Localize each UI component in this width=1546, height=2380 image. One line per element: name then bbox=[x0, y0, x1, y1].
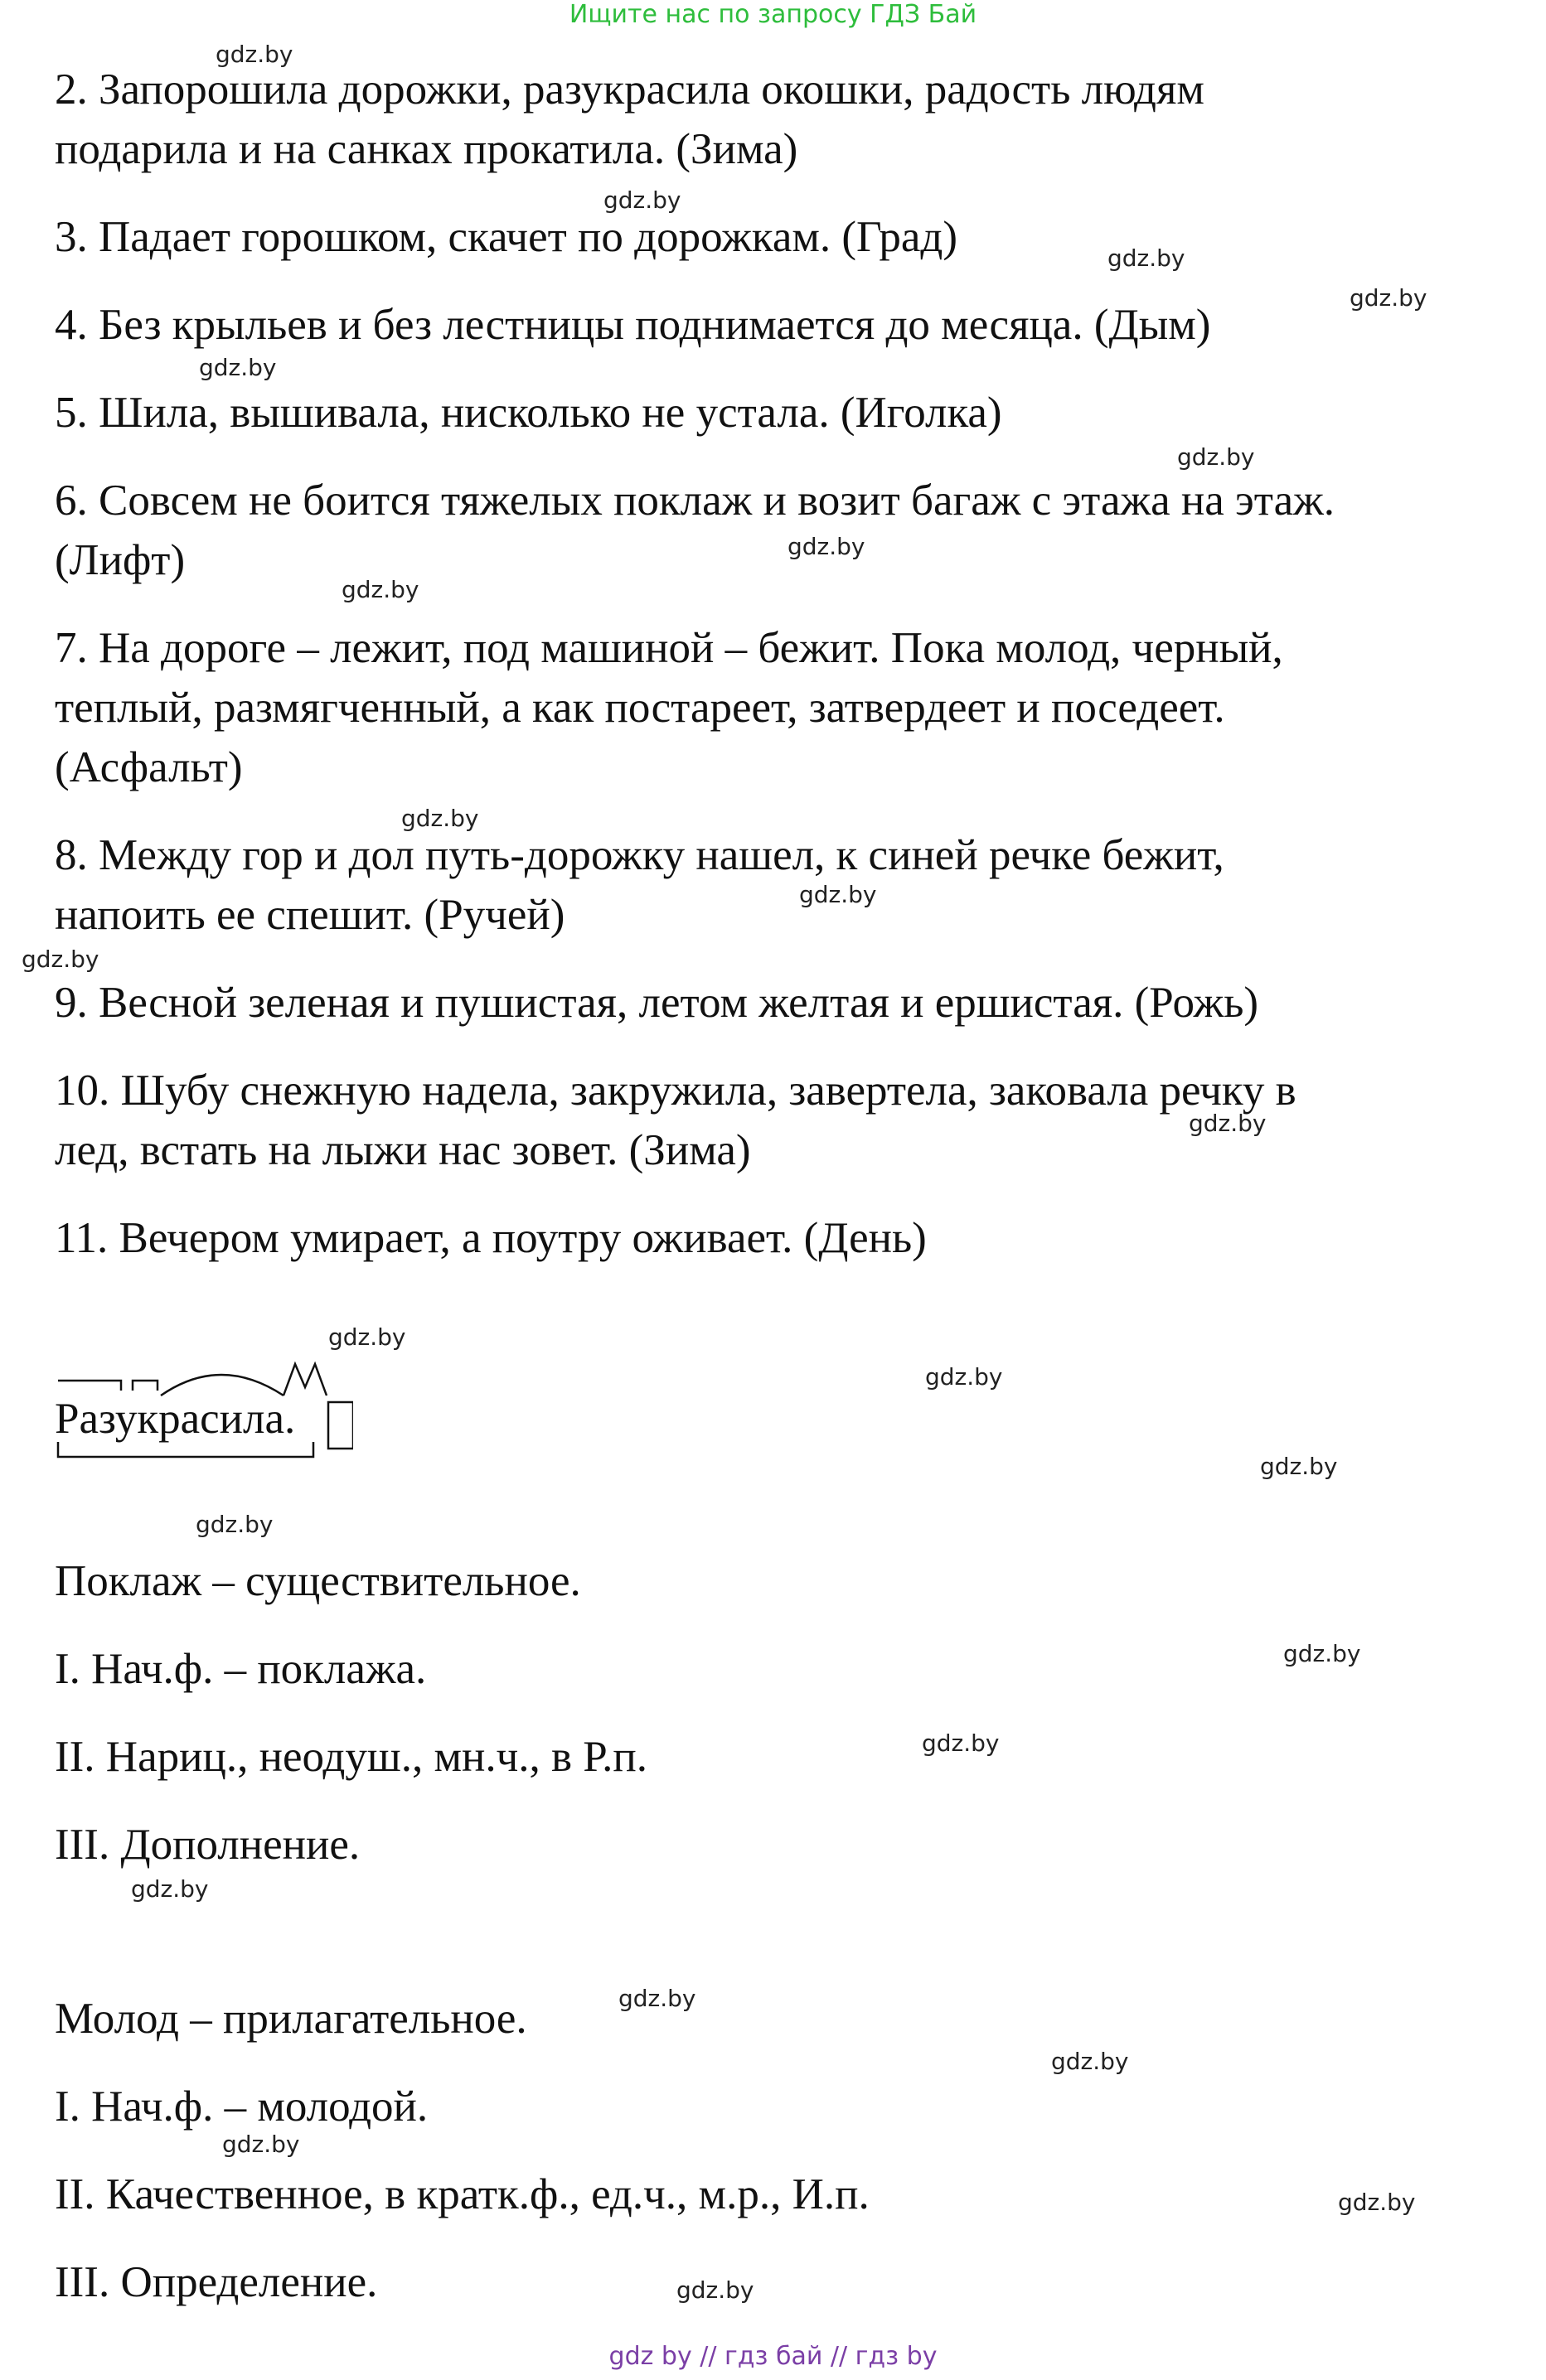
watermark: gdz.by bbox=[799, 881, 877, 908]
riddle-8-line-2: напоить ее спешит. (Ручей) bbox=[55, 891, 565, 939]
watermark: gdz.by bbox=[618, 1985, 696, 2012]
riddle-3: 3. Падает горошком, скачет по дорожкам. (Град) bbox=[55, 213, 957, 261]
word-ending: а bbox=[264, 1395, 284, 1443]
riddle-6-line-2: (Лифт) bbox=[55, 536, 186, 584]
parsing-1-point-3: III. Дополнение. bbox=[55, 1821, 361, 1869]
parsing-2-title: Молод – прилагательное. bbox=[55, 1995, 527, 2043]
parsing-2-point-1: I. Нач.ф. – молодой. bbox=[55, 2082, 429, 2131]
watermark: gdz.by bbox=[342, 576, 419, 603]
analyzed-word bbox=[55, 1389, 295, 1449]
watermark: gdz.by bbox=[922, 1729, 1000, 1757]
watermark: gdz.by bbox=[1350, 284, 1427, 312]
watermark: gdz.by bbox=[216, 41, 293, 68]
watermark: gdz.by bbox=[1189, 1110, 1267, 1137]
watermark: gdz.by bbox=[676, 2276, 754, 2304]
watermark: gdz.by bbox=[222, 2131, 300, 2158]
parsing-2-point-3: III. Определение. bbox=[55, 2258, 378, 2306]
parsing-1-point-2: II. Нариц., неодуш., мн.ч., в Р.п. bbox=[55, 1733, 648, 1781]
watermark: gdz.by bbox=[401, 805, 479, 832]
riddle-7-line-3: (Асфальт) bbox=[55, 743, 243, 791]
riddle-11: 11. Вечером умирает, а поутру оживает. (День) bbox=[55, 1214, 927, 1262]
riddle-4: 4. Без крыльев и без лестницы поднимается до месяца. (Дым) bbox=[55, 301, 1211, 349]
watermark: gdz.by bbox=[1338, 2189, 1416, 2216]
watermark: gdz.by bbox=[199, 354, 277, 381]
riddle-6-line-1: 6. Совсем не боится тяжелых поклаж и возит багаж с этажа на этаж. bbox=[55, 476, 1335, 525]
riddle-5: 5. Шила, вышивала, нисколько не устала. (Иголка) bbox=[55, 389, 1002, 437]
watermark: gdz.by bbox=[1107, 244, 1185, 272]
word-morpheme-analysis bbox=[55, 1359, 353, 1467]
riddle-8-line-1: 8. Между гор и дол путь-дорожку нашел, к синей речке бежит, bbox=[55, 831, 1224, 879]
watermark: gdz.by bbox=[131, 1875, 209, 1903]
watermark: gdz.by bbox=[788, 533, 865, 560]
watermark: gdz.by bbox=[1051, 2048, 1129, 2075]
watermark: gdz.by bbox=[1260, 1453, 1338, 1480]
riddle-7-line-2: теплый, размягченный, а как постареет, затвердеет и поседеет. bbox=[55, 684, 1225, 732]
watermark: gdz.by bbox=[196, 1511, 274, 1538]
watermark: gdz.by bbox=[925, 1363, 1003, 1391]
riddle-7-line-1: 7. На дороге – лежит, под машиной – бежит. Пока молод, черный, bbox=[55, 624, 1283, 672]
watermark: gdz.by bbox=[1283, 1640, 1361, 1667]
riddle-2-line-1: 2. Запорошила дорожки, разукрасила окошки, радость людям bbox=[55, 65, 1204, 114]
riddle-10-line-2: лед, встать на лыжи нас зовет. (Зима) bbox=[55, 1126, 751, 1174]
word-dot: . bbox=[284, 1395, 296, 1443]
header-banner: Ищите нас по запросу ГДЗ Бай bbox=[569, 0, 977, 29]
word-stem: Разукрасил bbox=[55, 1395, 265, 1443]
watermark: gdz.by bbox=[1177, 443, 1255, 471]
watermark: gdz.by bbox=[22, 946, 99, 973]
parsing-1-title: Поклаж – существительное. bbox=[55, 1557, 581, 1605]
watermark: gdz.by bbox=[328, 1323, 406, 1351]
riddle-9: 9. Весной зеленая и пушистая, летом желтая и ершистая. (Рожь) bbox=[55, 979, 1259, 1027]
riddle-2-line-2: подарила и на санках прокатила. (Зима) bbox=[55, 125, 798, 173]
footer-banner: gdz by // гдз бай // гдз by bbox=[608, 2342, 938, 2371]
parsing-2-point-2: II. Качественное, в кратк.ф., ед.ч., м.р., И.п. bbox=[55, 2170, 870, 2218]
parsing-1-point-1: I. Нач.ф. – поклажа. bbox=[55, 1645, 427, 1693]
riddle-10-line-1: 10. Шубу снежную надела, закружила, завертела, заковала речку в bbox=[55, 1067, 1296, 1115]
watermark: gdz.by bbox=[603, 186, 681, 214]
